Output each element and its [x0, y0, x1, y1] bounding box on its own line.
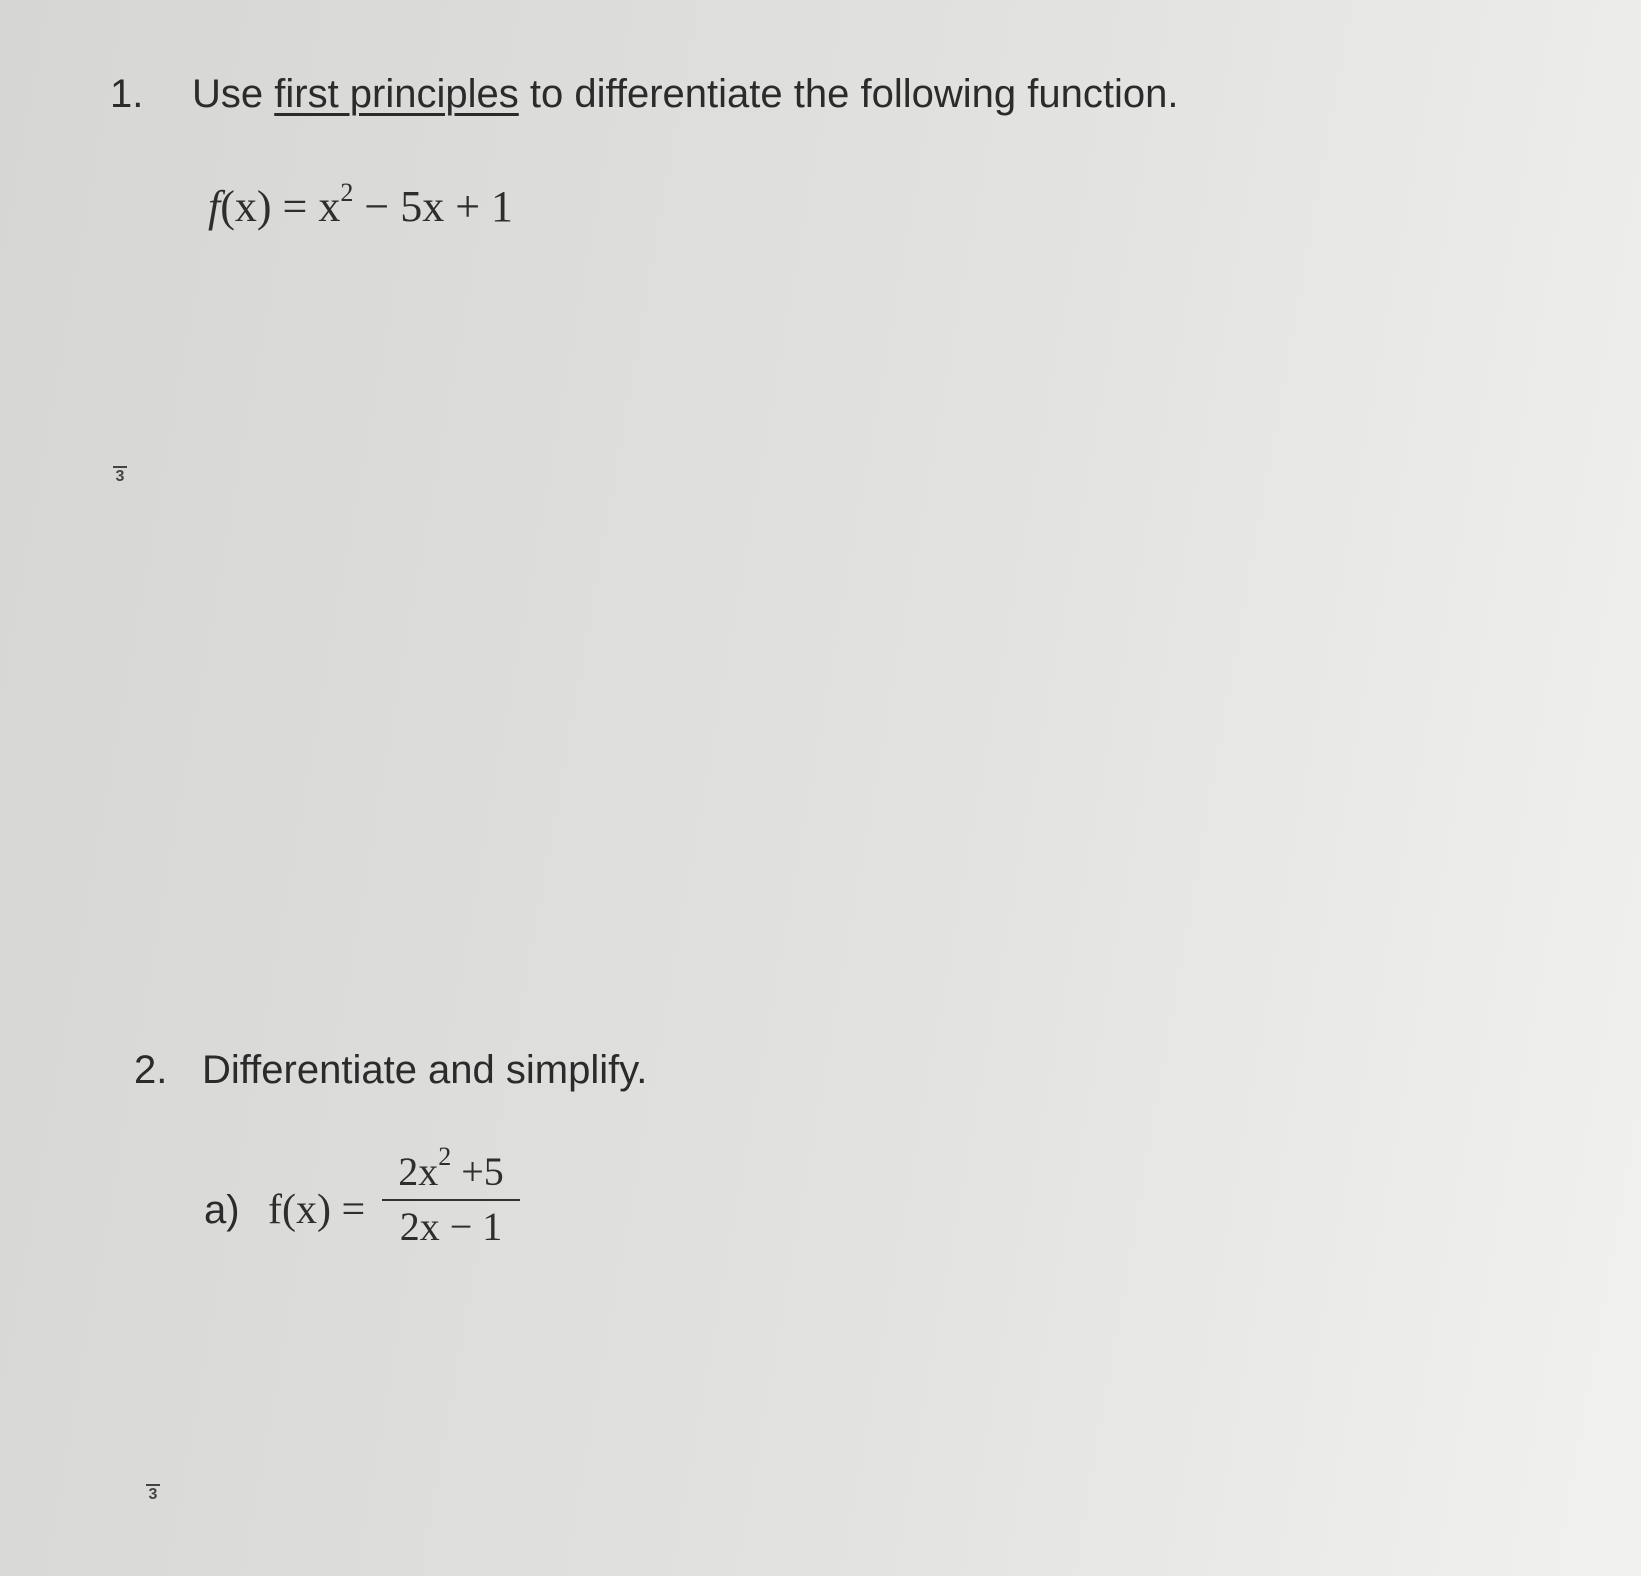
question-1-number: 1. [110, 72, 144, 116]
question-2a-lhs: f(x) = [268, 1187, 366, 1233]
question-2-marks [146, 1484, 160, 1503]
question-2-marks-value: 3 [148, 1486, 158, 1503]
question-1-function [208, 178, 513, 232]
function-name: f [208, 182, 221, 231]
question-2-prompt: Differentiate and simplify. [202, 1048, 648, 1092]
function-rhs-part-a: = x [271, 182, 341, 231]
question-2a-label: a) [204, 1188, 240, 1232]
function-rhs-part-b: − 5x + 1 [353, 182, 514, 231]
question-2-number: 2. [134, 1048, 168, 1092]
question-1-marks [113, 466, 127, 485]
fraction-numerator: $2x^2 +5$ [398, 1142, 504, 1194]
question-1-text-before: Use [192, 72, 275, 116]
question-1-prompt [192, 72, 1178, 117]
question-1-underlined-phrase: first principles [274, 72, 519, 116]
question-1-text-after: to differentiate the following function. [518, 72, 1179, 116]
question-1-marks-value: 3 [115, 468, 125, 485]
question-2a-fraction [382, 1142, 520, 1250]
fraction-denominator: 2x − 1 [399, 1204, 503, 1249]
numerator-exponent: 2 [438, 1142, 452, 1171]
function-argument: (x) [220, 182, 272, 231]
function-exponent: 2 [340, 178, 354, 207]
